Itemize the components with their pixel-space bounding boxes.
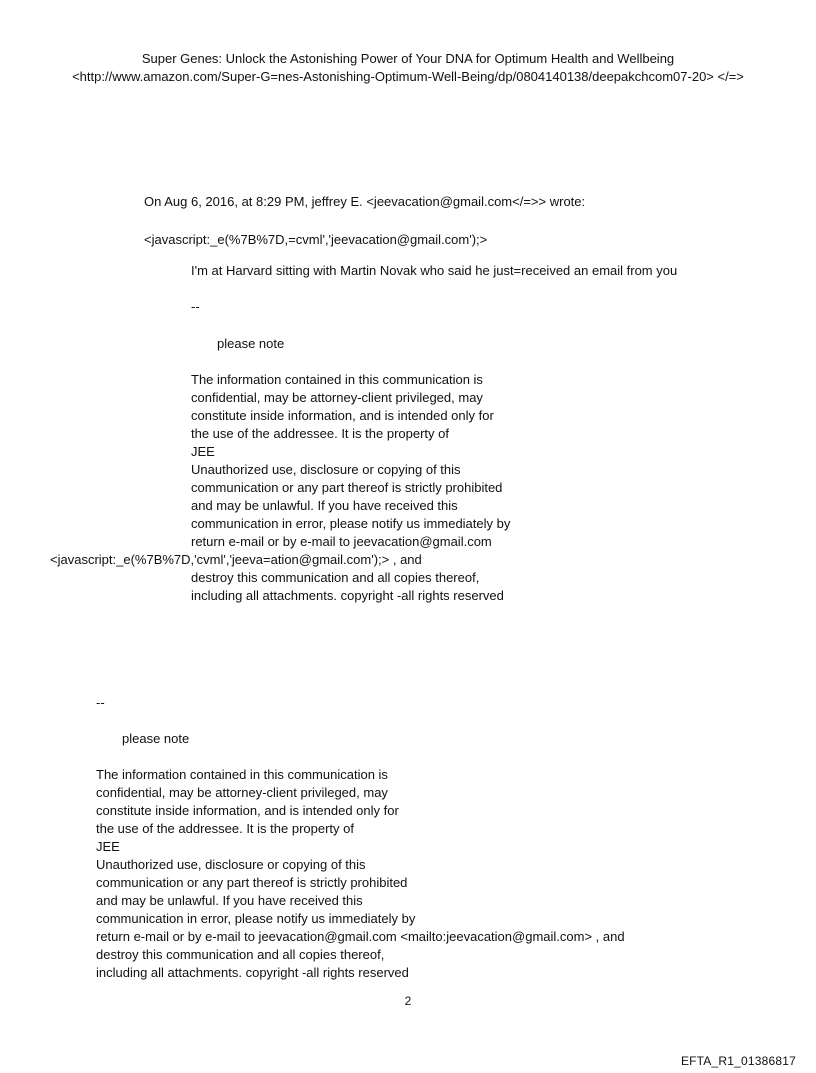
disclaimer-line: and may be unlawful. If you have received this — [191, 498, 458, 513]
disclaimer-line: constitute inside information, and is intended only for — [96, 803, 399, 818]
quote-separator: -- — [191, 299, 200, 314]
disclaimer-line: The information contained in this communication is — [96, 767, 388, 782]
disclaimer-line: communication or any part thereof is strictly prohibited — [96, 875, 408, 890]
disclaimer-line: communication or any part thereof is strictly prohibited — [191, 480, 503, 495]
signature-note-title: please note — [122, 731, 190, 746]
document-id: EFTA_R1_01386817 — [680, 1054, 796, 1068]
disclaimer-line: The information contained in this communication is — [191, 372, 483, 387]
signature-separator: -- — [96, 695, 105, 710]
book-link[interactable]: <http://www.amazon.com/Super-G=nes-Astonishing-Optimum-Well-Being/dp/0804140138/deepakchcom07-20> </=> — [72, 69, 744, 84]
disclaimer-line: Unauthorized use, disclosure or copying of this — [191, 462, 461, 477]
disclaimer-line: the use of the addressee. It is the property of — [96, 821, 354, 836]
disclaimer-line: constitute inside information, and is intended only for — [191, 408, 494, 423]
disclaimer-line: the use of the addressee. It is the property of — [191, 426, 449, 441]
disclaimer-line: return e-mail or by e-mail to jeevacation@gmail.com — [191, 534, 492, 549]
page-number: 2 — [404, 994, 412, 1008]
disclaimer-line: return e-mail or by e-mail to jeevacation@gmail.com <mailto:jeevacation@gmail.com> , and — [96, 929, 625, 944]
quote-attribution: On Aug 6, 2016, at 8:29 PM, jeffrey E. <jeevacation@gmail.com</=>> wrote: — [144, 194, 586, 209]
disclaimer-js-link[interactable]: <javascript:_e(%7B%7D,'cvml','jeeva=ation@gmail.com');> , and — [50, 552, 422, 567]
disclaimer-line: destroy this communication and all copies thereof, — [96, 947, 385, 962]
disclaimer-line: confidential, may be attorney-client privileged, may — [96, 785, 388, 800]
disclaimer-line: destroy this communication and all copies thereof, — [191, 570, 480, 585]
disclaimer-line: JEE — [96, 839, 120, 854]
disclaimer-line: communication in error, please notify us immediately by — [96, 911, 416, 926]
disclaimer-line: communication in error, please notify us immediately by — [191, 516, 511, 531]
disclaimer-line: confidential, may be attorney-client privileged, may — [191, 390, 483, 405]
quote-js-link[interactable]: <javascript:_e(%7B%7D,=cvml','jeevacation@gmail.com');> — [144, 232, 488, 247]
book-title: Super Genes: Unlock the Astonishing Power of Your DNA for Optimum Health and Wellbeing — [141, 51, 675, 66]
disclaimer-line: JEE — [191, 444, 215, 459]
disclaimer-line: including all attachments. copyright -all rights reserved — [96, 965, 409, 980]
disclaimer-line: and may be unlawful. If you have received this — [96, 893, 363, 908]
disclaimer-line: Unauthorized use, disclosure or copying of this — [96, 857, 366, 872]
disclaimer-line: including all attachments. copyright -all rights reserved — [191, 588, 504, 603]
quote-note-title: please note — [217, 336, 285, 351]
quote-message: I'm at Harvard sitting with Martin Novak who said he just=received an email from you — [191, 263, 678, 278]
